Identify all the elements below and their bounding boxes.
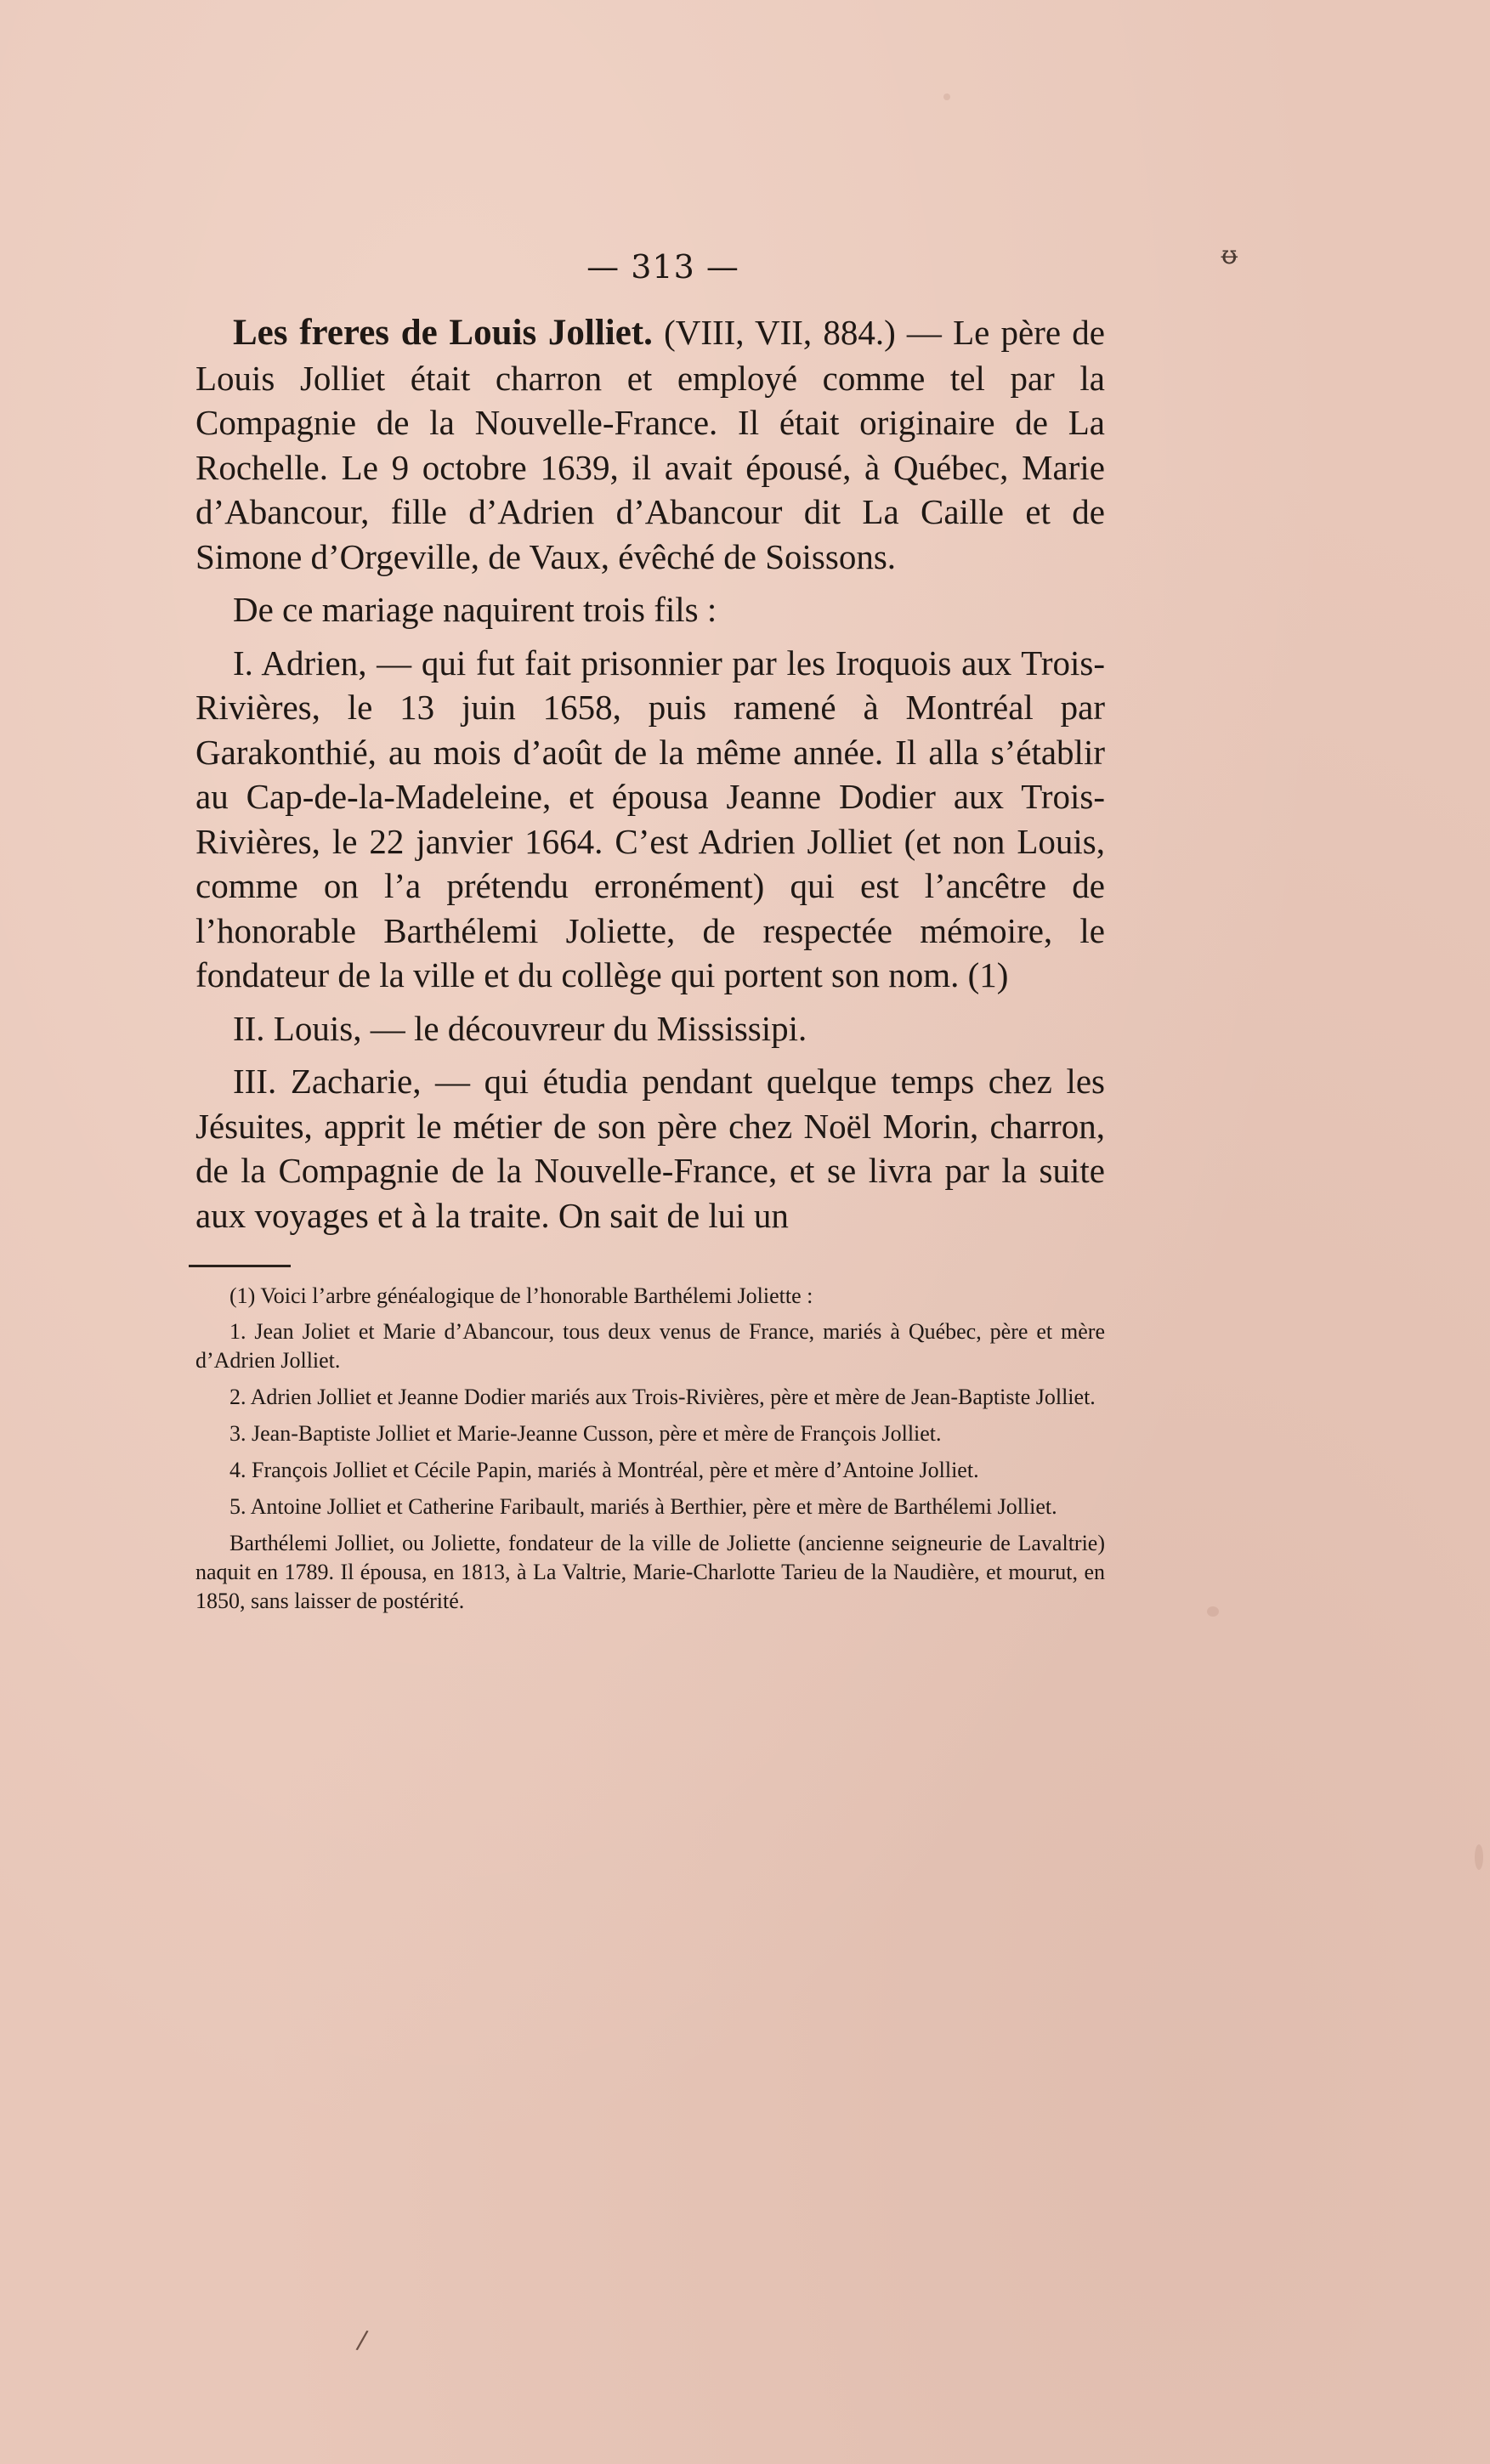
article-body	[195, 310, 1105, 1246]
paragraph-text: I. Adrien, — qui fut fait prisonnier par les Iroquois aux Trois-Rivières, le 13 juin 1658, puis ramené à Montréal par Garakonthié, au mois d’août de la même année. Il alla s’établir au Cap-de-la-Madeleine, et épousa Jeanne Dodier aux Trois-Rivières, le 22 janvier 1664. C’est Adrien Jolliet (et non Louis, comme on l’a prétendu erronément) qui est l’ancêtre de l’honorable Barthélemi Joliette, de respectée mémoire, le fondateur de la ville et du collège qui portent son nom. (1)	[195, 643, 1105, 994]
footnote-item: 1. Jean Joliet et Marie d’Abancour, tous deux venus de France, mariés à Québec, père et mère d’Adrien Jolliet.	[195, 1319, 1105, 1373]
article-first-paragraph	[195, 310, 1105, 579]
page-number: — 313 —	[586, 248, 739, 286]
paragraph-text: III. Zacharie, — qui étudia pendant quelque temps chez les Jésuites, apprit le métier de son père chez Noël Morin, charron, de la Compagnie de la Nouvelle-France, et se livra par la suite aux voyages et à la traite. On sait de lui un	[195, 1062, 1105, 1235]
footnote-item: 5. Antoine Jolliet et Catherine Faribault, mariés à Berthier, père et mère de Barthélemi Jolliet.	[229, 1494, 1057, 1519]
footnote-item: 3. Jean-Baptiste Jolliet et Marie-Jeanne Cusson, père et mère de François Jolliet.	[229, 1421, 942, 1446]
footnote-item: 4. François Jolliet et Cécile Papin, mariés à Montréal, père et mère d’Antoine Jolliet.	[229, 1458, 979, 1482]
paper-stain	[1475, 1844, 1483, 1870]
article-heading: Les freres de Louis Jolliet.	[233, 313, 653, 353]
footnote-item: Barthélemi Jolliet, ou Joliette, fondateur de la ville de Joliette (ancienne seigneurie de Lavaltrie) naquit en 1789. Il épousa, en 1813, à La Valtrie, Marie-Charlotte Tarieu de la Naudière, et mourut, en 1850, sans laisser de postérité.	[195, 1531, 1105, 1613]
footnote-item: 2. Adrien Jolliet et Jeanne Dodier mariés aux Trois-Rivières, père et mère de Jean-Baptiste Jolliet.	[229, 1385, 1096, 1409]
paragraph-text: II. Louis, — le découvreur du Mississipi.	[233, 1008, 807, 1048]
footnote-divider	[189, 1265, 291, 1267]
paper-stain	[1207, 1606, 1219, 1617]
volume-reference: (VIII, VII, 884.) —	[664, 313, 942, 352]
pen-mark: /	[354, 2325, 370, 2356]
paragraph-text: Le père de Louis Jolliet était charron et employé comme tel par la Compagnie de la Nouvelle-France. Il était originaire de La Rochelle. Le 9 octobre 1639, il avait épousé, à Québec, Marie d’Abancour, fille d’Adrien d’Abancour dit La Caille et de Simone d’Orgeville, de Vaux, évêché de Soissons.	[195, 313, 1105, 576]
corner-mark: ᵿ	[1221, 241, 1238, 270]
paragraph-text: De ce mariage naquirent trois fils :	[233, 590, 717, 629]
paper-stain	[943, 93, 950, 100]
footnotes	[195, 1282, 1105, 1623]
footnote-intro: (1) Voici l’arbre généalogique de l’honorable Barthélemi Joliette :	[229, 1283, 813, 1308]
